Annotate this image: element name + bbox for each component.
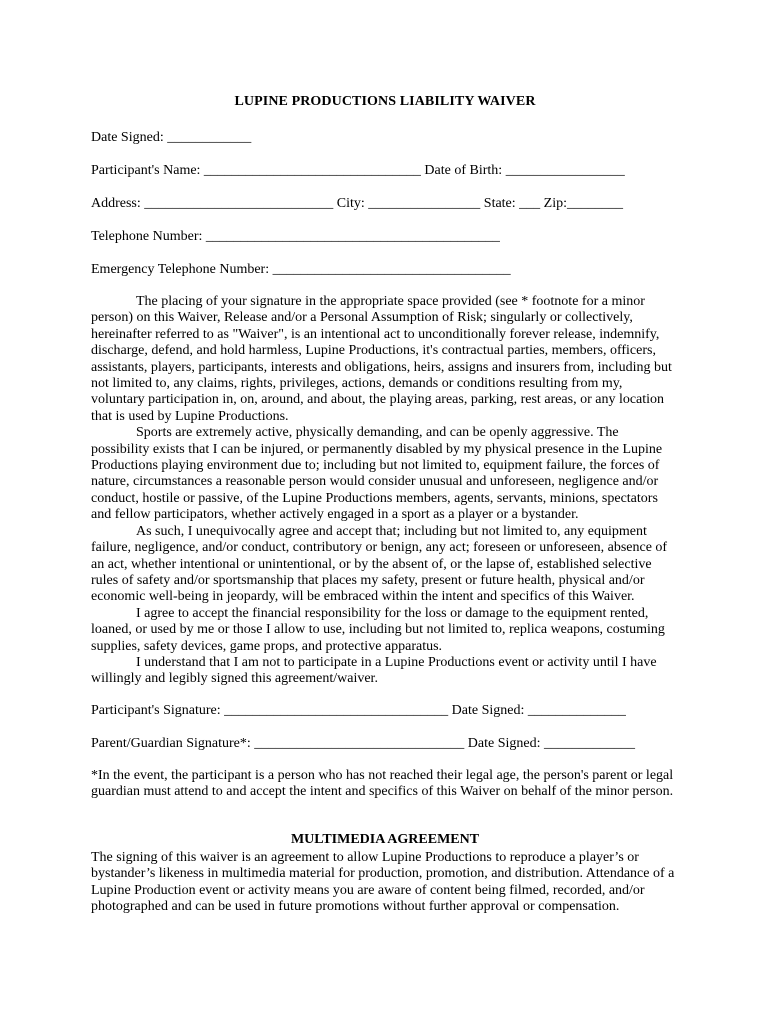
address-field: Address: ___________________________ City: ________________ State: ___ Zip:________ xyxy=(91,196,623,211)
participant-signature-field: Participant's Signature: ________________________________ Date Signed: ______________ xyxy=(91,703,626,718)
body-paragraph-understanding: I understand that I am not to participate in a Lupine Productions event or activity until I have willingly and legibly signed this agreement/waiver. xyxy=(91,654,657,687)
body-paragraph-risk: Sports are extremely active, physically demanding, and can be openly aggressive. The possibility exists that I can be injured, or permanently disabled by my physical presence in the Lupine Productions playing environment due to; including but not limited to, equipment failure, the forces of nature, circumstances a reasonable person would consider unusual and unforeseen, negligence and/or conduct, hostile or passive, of the Lupine Productions members, agents, servants, minions, spectators and fellow participators, whether actively engaged in a sport as a player or a bystander. xyxy=(91,425,663,523)
waiver-body xyxy=(91,294,679,688)
multimedia-section xyxy=(91,850,679,916)
guardian-signature-field: Parent/Guardian Signature*: ______________________________ Date Signed: _____________ xyxy=(91,736,635,751)
date-signed-field: Date Signed: ____________ xyxy=(91,130,252,145)
document-title: LUPINE PRODUCTIONS LIABILITY WAIVER xyxy=(234,94,536,109)
multimedia-text: The signing of this waiver is an agreement to allow Lupine Productions to reproduce a player’s or bystander’s likeness in multimedia material for production, promotion, and distribution. Attendance of a Lupine Production event or activity means you are aware of content being filmed, recorded, and/or photographed and can be used in future promotions without further approval or compensation. xyxy=(91,850,675,915)
body-paragraph-acceptance: As such, I unequivocally agree and accept that; including but not limited to, any equipment failure, negligence, and/or conduct, contributory or benign, any act; foreseen or unforeseen, absence of an act, whether intentional or unintentional, or by the absent of, or the lapse of, established selective rules of safety and/or sportsmanship that places my safety, present or future health, physical and/or economic well-being in jeopardy, will be embraced within the intent and specifics of this Waiver. xyxy=(91,523,668,605)
body-paragraph-financial: I agree to accept the financial responsibility for the loss or damage to the equipment rented, loaned, or used by me or those I allow to use, including but not limited to, replica weapons, costuming supplies, safety devices, game props, and protective apparatus. xyxy=(91,605,665,654)
multimedia-title: MULTIMEDIA AGREEMENT xyxy=(290,832,480,847)
body-paragraph-release: The placing of your signature in the appropriate space provided (see * footnote for a minor person) on this Waiver, Release and/or a Personal Assumption of Risk; singularly or collectively, hereinafter referred to as "Waiver", is an intentional act to unconditionally forever release, indemnify, discharge, defend, and hold harmless, Lupine Productions, it's contractual parties, members, officers, assistants, players, participants, interests and obligations, heirs, assigns and insurers from, including but not limited to, any claims, rights, privileges, actions, demands or conditions resulting from my, voluntary participation in, on, around, and about, the playing areas, parking, rest areas, or any location that is used by Lupine Productions. xyxy=(91,294,672,424)
emergency-telephone-field: Emergency Telephone Number: __________________________________ xyxy=(91,262,511,277)
participant-name-dob-field: Participant's Name: _______________________________ Date of Birth: _________________ xyxy=(91,163,625,178)
minor-footnote xyxy=(91,768,679,801)
footnote-text: *In the event, the participant is a person who has not reached their legal age, the person's parent or legal guardian must attend to and accept the intent and specifics of this Waiver on behalf of the minor person. xyxy=(91,768,674,800)
telephone-field: Telephone Number: __________________________________________ xyxy=(91,229,500,244)
